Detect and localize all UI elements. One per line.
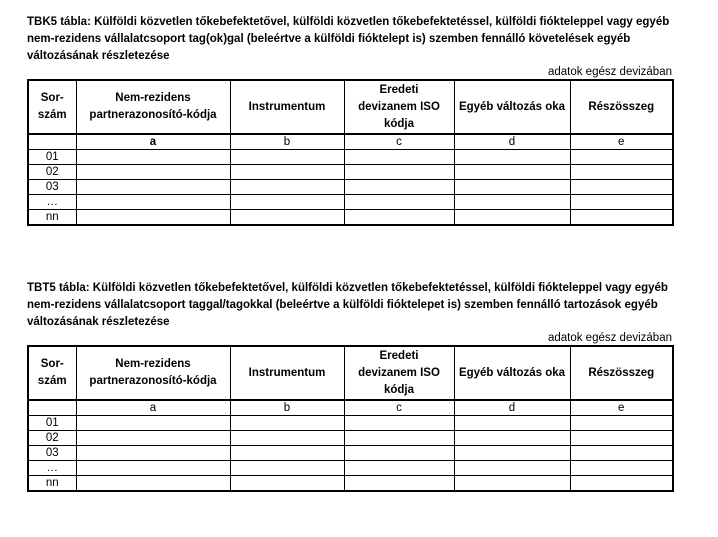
tbt5-table <box>27 345 674 492</box>
table-cell[interactable] <box>230 195 344 210</box>
table-cell[interactable] <box>76 150 230 165</box>
table-cell[interactable] <box>570 416 673 431</box>
table-row <box>28 431 673 446</box>
column-letter: b <box>230 400 344 416</box>
table-cell[interactable] <box>454 165 570 180</box>
tbk5-section <box>27 14 672 226</box>
column-letter: d <box>454 134 570 150</box>
table-cell[interactable] <box>230 210 344 226</box>
table-cell[interactable] <box>230 476 344 492</box>
table-cell[interactable] <box>570 476 673 492</box>
column-letter: d <box>454 400 570 416</box>
table-cell[interactable] <box>570 150 673 165</box>
row-number: 01 <box>28 150 76 165</box>
table-cell[interactable] <box>76 446 230 461</box>
table-cell[interactable] <box>570 431 673 446</box>
column-letter: e <box>570 134 673 150</box>
table-cell[interactable] <box>76 195 230 210</box>
table-row <box>28 416 673 431</box>
table-cell[interactable] <box>344 446 454 461</box>
row-number: 01 <box>28 416 76 431</box>
table-cell[interactable] <box>76 210 230 226</box>
column-letter: c <box>344 400 454 416</box>
row-number: 02 <box>28 431 76 446</box>
col-header-other-change-reason: Egyéb változás oka <box>454 80 570 134</box>
col-header-partner-code: Nem-rezidens partnerazonosító-kódja <box>76 346 230 400</box>
column-letter: e <box>570 400 673 416</box>
table-cell[interactable] <box>76 165 230 180</box>
col-header-subtotal: Részösszeg <box>570 80 673 134</box>
table-cell[interactable] <box>344 461 454 476</box>
table-cell[interactable] <box>570 165 673 180</box>
col-header-sorszam: Sor- szám <box>28 80 76 134</box>
column-letter <box>28 400 76 416</box>
table-cell[interactable] <box>76 461 230 476</box>
col-header-currency-iso: Eredeti devizanem ISO kódja <box>344 80 454 134</box>
table-cell[interactable] <box>344 476 454 492</box>
table-cell[interactable] <box>230 150 344 165</box>
table-cell[interactable] <box>344 165 454 180</box>
table-cell[interactable] <box>570 446 673 461</box>
column-letter <box>28 134 76 150</box>
tbt5-unit-note: adatok egész devizában <box>547 332 672 344</box>
table-cell[interactable] <box>454 180 570 195</box>
table-cell[interactable] <box>454 416 570 431</box>
table-cell[interactable] <box>76 180 230 195</box>
table-cell[interactable] <box>230 416 344 431</box>
tbk5-unit-note: adatok egész devizában <box>547 66 672 78</box>
tbt5-section <box>27 280 672 492</box>
table-cell[interactable] <box>454 210 570 226</box>
row-number: … <box>28 461 76 476</box>
table-cell[interactable] <box>344 210 454 226</box>
tbt5-title: TBT5 tábla: Külföldi közvetlen tőkebefektetővel, külföldi közvetlen tőkebefektetéssel, külföldi fiókteleppel vagy egyéb nem-rezidens vállalatcsoport taggal/tagokkal (beleértve a külföldi fióktelepet is) szemben fennálló tartozások egyéb változásának részletezése <box>27 282 668 328</box>
row-number: … <box>28 195 76 210</box>
table-row <box>28 446 673 461</box>
table-cell[interactable] <box>344 416 454 431</box>
table-cell[interactable] <box>454 150 570 165</box>
table-cell[interactable] <box>230 431 344 446</box>
column-letter-row <box>28 134 673 150</box>
table-cell[interactable] <box>76 476 230 492</box>
table-cell[interactable] <box>570 195 673 210</box>
table-row <box>28 461 673 476</box>
col-header-currency-iso: Eredeti devizanem ISO kódja <box>344 346 454 400</box>
table-cell[interactable] <box>230 180 344 195</box>
col-header-other-change-reason: Egyéb változás oka <box>454 346 570 400</box>
row-number: 02 <box>28 165 76 180</box>
header-row <box>28 346 673 400</box>
col-header-subtotal: Részösszeg <box>570 346 673 400</box>
column-letter-row <box>28 400 673 416</box>
tbk5-table <box>27 79 674 226</box>
table-cell[interactable] <box>344 180 454 195</box>
column-letter: a <box>76 400 230 416</box>
table-row <box>28 180 673 195</box>
table-cell[interactable] <box>454 431 570 446</box>
row-number: 03 <box>28 180 76 195</box>
table-row <box>28 195 673 210</box>
table-row <box>28 165 673 180</box>
table-cell[interactable] <box>76 431 230 446</box>
col-header-partner-code: Nem-rezidens partnerazonosító-kódja <box>76 80 230 134</box>
table-cell[interactable] <box>570 180 673 195</box>
col-header-sorszam: Sor- szám <box>28 346 76 400</box>
table-cell[interactable] <box>230 446 344 461</box>
row-number: nn <box>28 210 76 226</box>
row-number: 03 <box>28 446 76 461</box>
table-cell[interactable] <box>570 461 673 476</box>
header-row <box>28 80 673 134</box>
table-cell[interactable] <box>230 165 344 180</box>
table-row <box>28 476 673 492</box>
table-cell[interactable] <box>230 461 344 476</box>
table-cell[interactable] <box>454 446 570 461</box>
table-cell[interactable] <box>454 195 570 210</box>
row-number: nn <box>28 476 76 492</box>
table-cell[interactable] <box>454 476 570 492</box>
table-cell[interactable] <box>344 431 454 446</box>
table-cell[interactable] <box>76 416 230 431</box>
table-cell[interactable] <box>344 150 454 165</box>
column-letter: c <box>344 134 454 150</box>
table-cell[interactable] <box>570 210 673 226</box>
column-letter: a <box>76 134 230 150</box>
table-row <box>28 210 673 226</box>
column-letter: b <box>230 134 344 150</box>
col-header-instrument: Instrumentum <box>230 80 344 134</box>
table-cell[interactable] <box>344 195 454 210</box>
tbk5-title: TBK5 tábla: Külföldi közvetlen tőkebefektetővel, külföldi közvetlen tőkebefektetéssel, külföldi fiókteleppel vagy egyéb nem-rezidens vállalatcsoport tag(ok)gal (beleértve a külföldi fióktelept is) szemben fennálló követelések egyéb változásának részletezése <box>27 16 670 62</box>
col-header-instrument: Instrumentum <box>230 346 344 400</box>
table-row <box>28 150 673 165</box>
table-cell[interactable] <box>454 461 570 476</box>
